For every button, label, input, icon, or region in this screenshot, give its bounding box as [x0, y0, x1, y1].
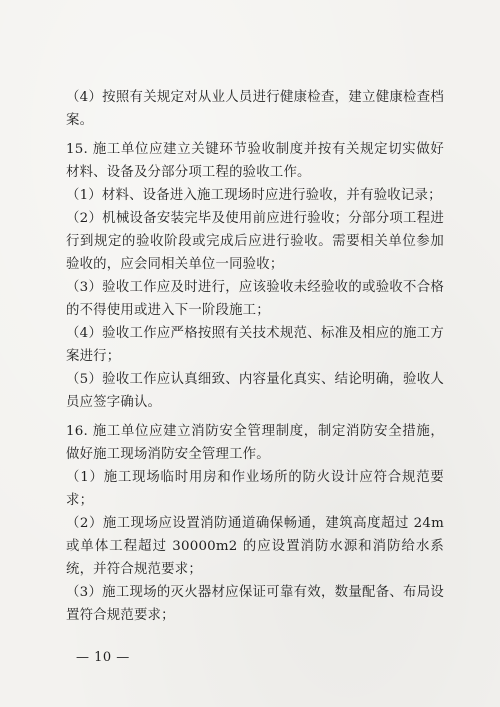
item-4-health-check: （4）按照有关规定对从业人员进行健康检查，建立健康检查档案。	[66, 90, 444, 128]
document-body	[66, 86, 444, 627]
item-4-standard-acceptance: （4）验收工作应严格按照有关技术规范、标准及相应的施工方案进行；	[66, 326, 444, 364]
item-5-acceptance-signoff: （5）验收工作应认真细致、内容量化真实、结论明确，验收人员应签字确认。	[66, 372, 444, 410]
item-1-fire-design: （1）施工现场临时用房和作业场所的防火设计应符合规范要求；	[66, 470, 444, 508]
item-2-fire-access: （2）施工现场应设置消防通道确保畅通，建筑高度超过 24m 或单体工程超过 30000m2 的应设置消防水源和消防给水系统，并符合规范要求；	[66, 516, 444, 577]
page-number: — 10 —	[76, 650, 130, 665]
item-3-extinguishers: （3）施工现场的灭火器材应保证可靠有效，数量配备、布局设置符合规范要求；	[66, 585, 444, 623]
section-15-heading: 15. 施工单位应建立关键环节验收制度并按有关规定切实做好材料、设备及分部分项工程的验收工作。	[66, 142, 444, 180]
item-1-material-acceptance: （1）材料、设备进入施工现场时应进行验收，并有验收记录；	[66, 188, 442, 203]
section-16-heading: 16. 施工单位应建立消防安全管理制度，制定消防安全措施，做好施工现场消防安全管理工作。	[66, 424, 444, 462]
item-3-timely-acceptance: （3）验收工作应及时进行，应该验收未经验收的或验收不合格的不得使用或进入下一阶段施工；	[66, 280, 444, 318]
item-2-equipment-acceptance: （2）机械设备安装完毕及使用前应进行验收；分部分项工程进行到规定的验收阶段或完成后应进行验收。需要相关单位参加验收的，应会同相关单位一同验收；	[66, 211, 444, 272]
